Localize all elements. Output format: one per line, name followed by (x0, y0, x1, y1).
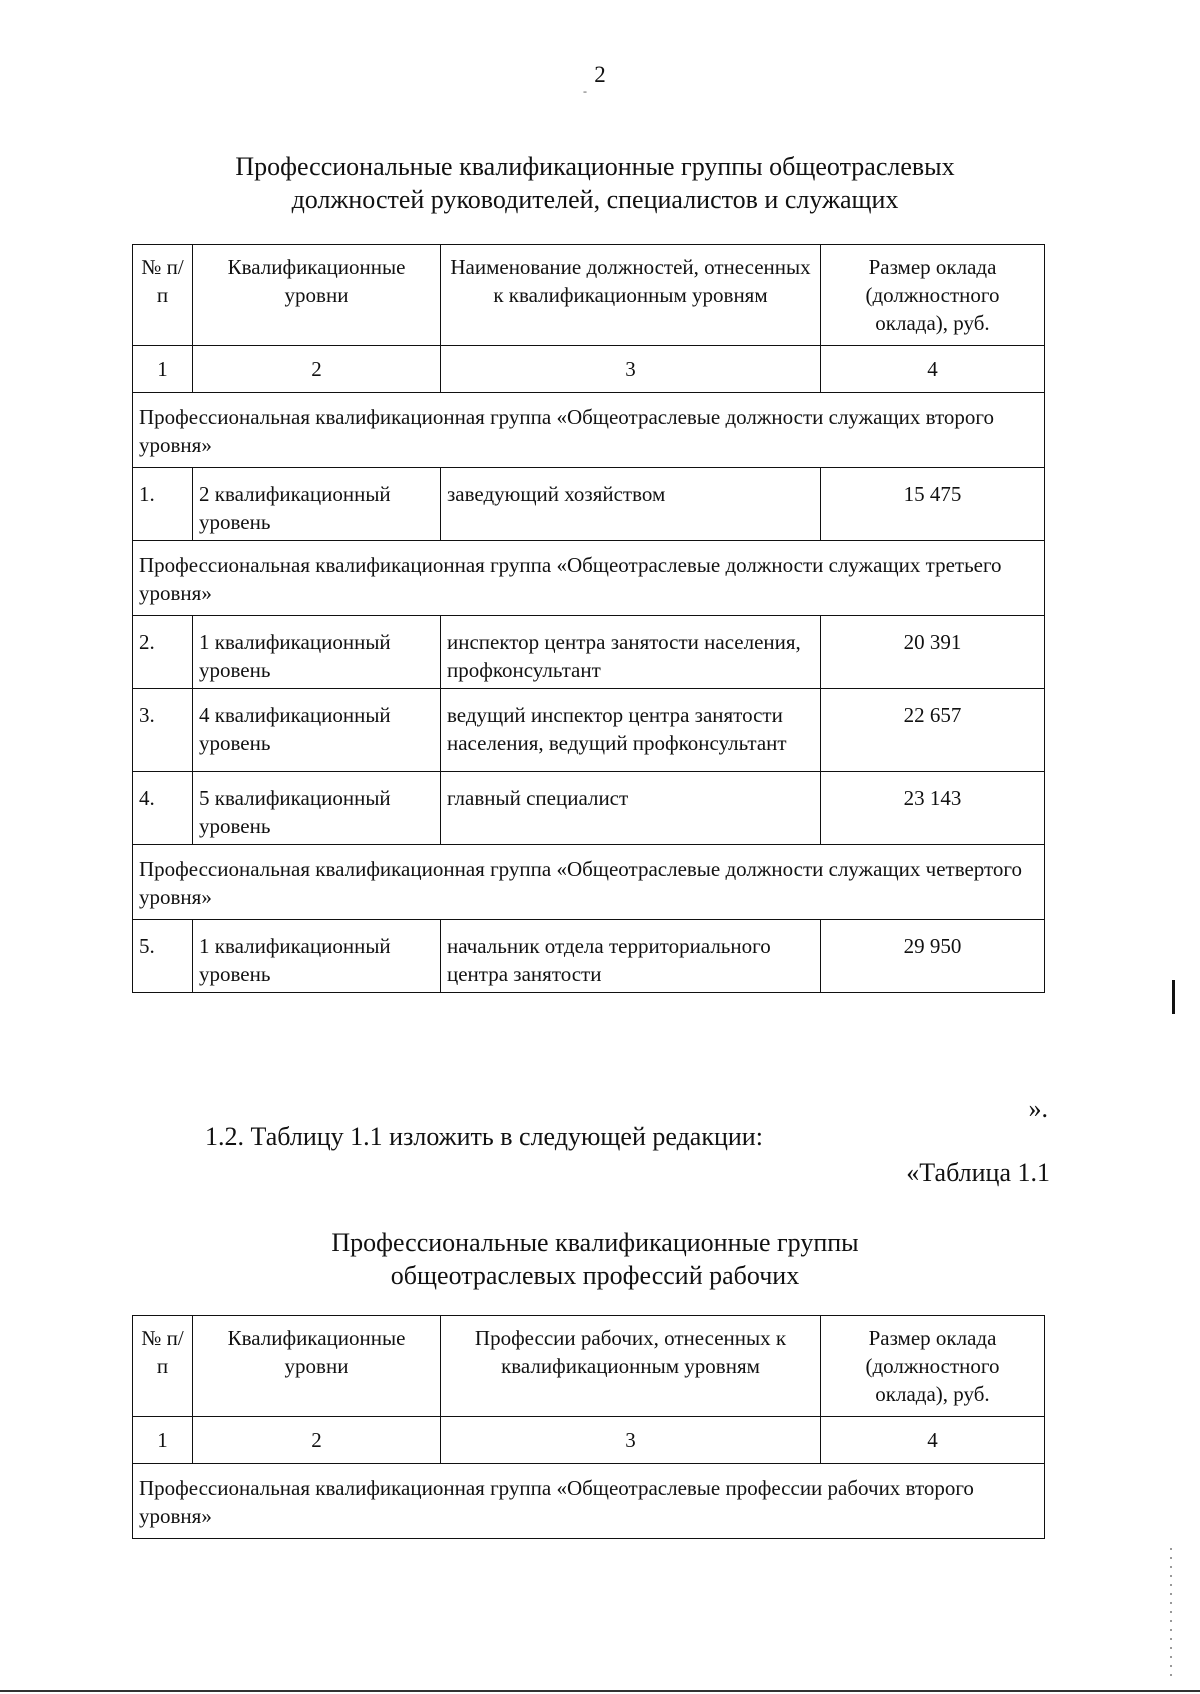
page-number (0, 62, 1200, 98)
col-number: 4 (821, 1417, 1045, 1464)
page-number-dash: - (583, 84, 587, 98)
row-num: 4. (133, 772, 193, 845)
row-salary: 29 950 (821, 920, 1045, 993)
amendment-paragraph: 1.2. Таблицу 1.1 изложить в следующей редакции: (205, 1122, 763, 1151)
positions-table (132, 244, 1045, 993)
section1-title (120, 150, 1070, 216)
row-num: 5. (133, 920, 193, 993)
row-positions: заведующий хозяйством (441, 468, 821, 541)
group-row (133, 541, 1045, 616)
header-num: № п/п (133, 245, 193, 346)
group-title: Профессиональная квалификационная группа «Общеотраслевые должности служащих второго уровня» (133, 393, 1045, 468)
section2-title (120, 1226, 1070, 1292)
row-salary: 20 391 (821, 616, 1045, 689)
group-row (133, 845, 1045, 920)
col-number: 1 (133, 346, 193, 393)
closing-quote: ». (1028, 1094, 1048, 1123)
table-row (133, 772, 1045, 845)
page-number-text: 2 (594, 62, 606, 87)
group-row (133, 393, 1045, 468)
header-level: Квалификационные уровни (193, 1316, 441, 1417)
group-title: Профессиональная квалификационная группа «Общеотраслевые должности служащих третьего уровня» (133, 541, 1045, 616)
row-level: 1 квалификационный уровень (193, 616, 441, 689)
margin-mark (1172, 980, 1175, 1014)
section1-title-line2: должностей руководителей, специалистов и служащих (291, 185, 899, 214)
section1-title-line1: Профессиональные квалификационные группы общеотраслевых (235, 152, 955, 181)
row-positions: начальник отдела территориального центра занятости (441, 920, 821, 993)
table-header-row (133, 1316, 1045, 1417)
row-num: 1. (133, 468, 193, 541)
col-number: 2 (193, 1417, 441, 1464)
row-num: 3. (133, 689, 193, 772)
section2-title-line1: Профессиональные квалификационные группы (331, 1228, 859, 1257)
row-num: 2. (133, 616, 193, 689)
table-row (133, 689, 1045, 772)
group-row (133, 1464, 1045, 1539)
header-positions: Наименование должностей, отнесенных к квалификационным уровням (441, 245, 821, 346)
scan-specks (1170, 1548, 1172, 1678)
col-number: 3 (441, 1417, 821, 1464)
row-positions: инспектор центра занятости населения, профконсультант (441, 616, 821, 689)
professions-table (132, 1315, 1045, 1539)
col-number: 4 (821, 346, 1045, 393)
group-title: Профессиональная квалификационная группа «Общеотраслевые должности служащих четвертого уровня» (133, 845, 1045, 920)
table-row (133, 468, 1045, 541)
bottom-rule (0, 1690, 1200, 1692)
col-number: 3 (441, 346, 821, 393)
row-positions: ведущий инспектор центра занятости населения, ведущий профконсультант (441, 689, 821, 772)
row-salary: 23 143 (821, 772, 1045, 845)
header-level: Квалификационные уровни (193, 245, 441, 346)
table-row (133, 920, 1045, 993)
header-salary: Размер оклада (должностного оклада), руб. (821, 1316, 1045, 1417)
header-salary: Размер оклада (должностного оклада), руб. (821, 245, 1045, 346)
group-title: Профессиональная квалификационная группа «Общеотраслевые профессии рабочих второго уровня» (133, 1464, 1045, 1539)
table-label: «Таблица 1.1 (906, 1158, 1050, 1187)
col-number: 2 (193, 346, 441, 393)
section2-title-line2: общеотраслевых профессий рабочих (390, 1261, 800, 1290)
row-salary: 15 475 (821, 468, 1045, 541)
table-header-row (133, 245, 1045, 346)
row-level: 4 квалификационный уровень (193, 689, 441, 772)
col-number: 1 (133, 1417, 193, 1464)
column-numbers-row (133, 346, 1045, 393)
header-num: № п/п (133, 1316, 193, 1417)
row-level: 5 квалификационный уровень (193, 772, 441, 845)
row-salary: 22 657 (821, 689, 1045, 772)
table-row (133, 616, 1045, 689)
row-level: 2 квалификационный уровень (193, 468, 441, 541)
header-professions: Профессии рабочих, отнесенных к квалификационным уровням (441, 1316, 821, 1417)
row-positions: главный специалист (441, 772, 821, 845)
column-numbers-row (133, 1417, 1045, 1464)
row-level: 1 квалификационный уровень (193, 920, 441, 993)
